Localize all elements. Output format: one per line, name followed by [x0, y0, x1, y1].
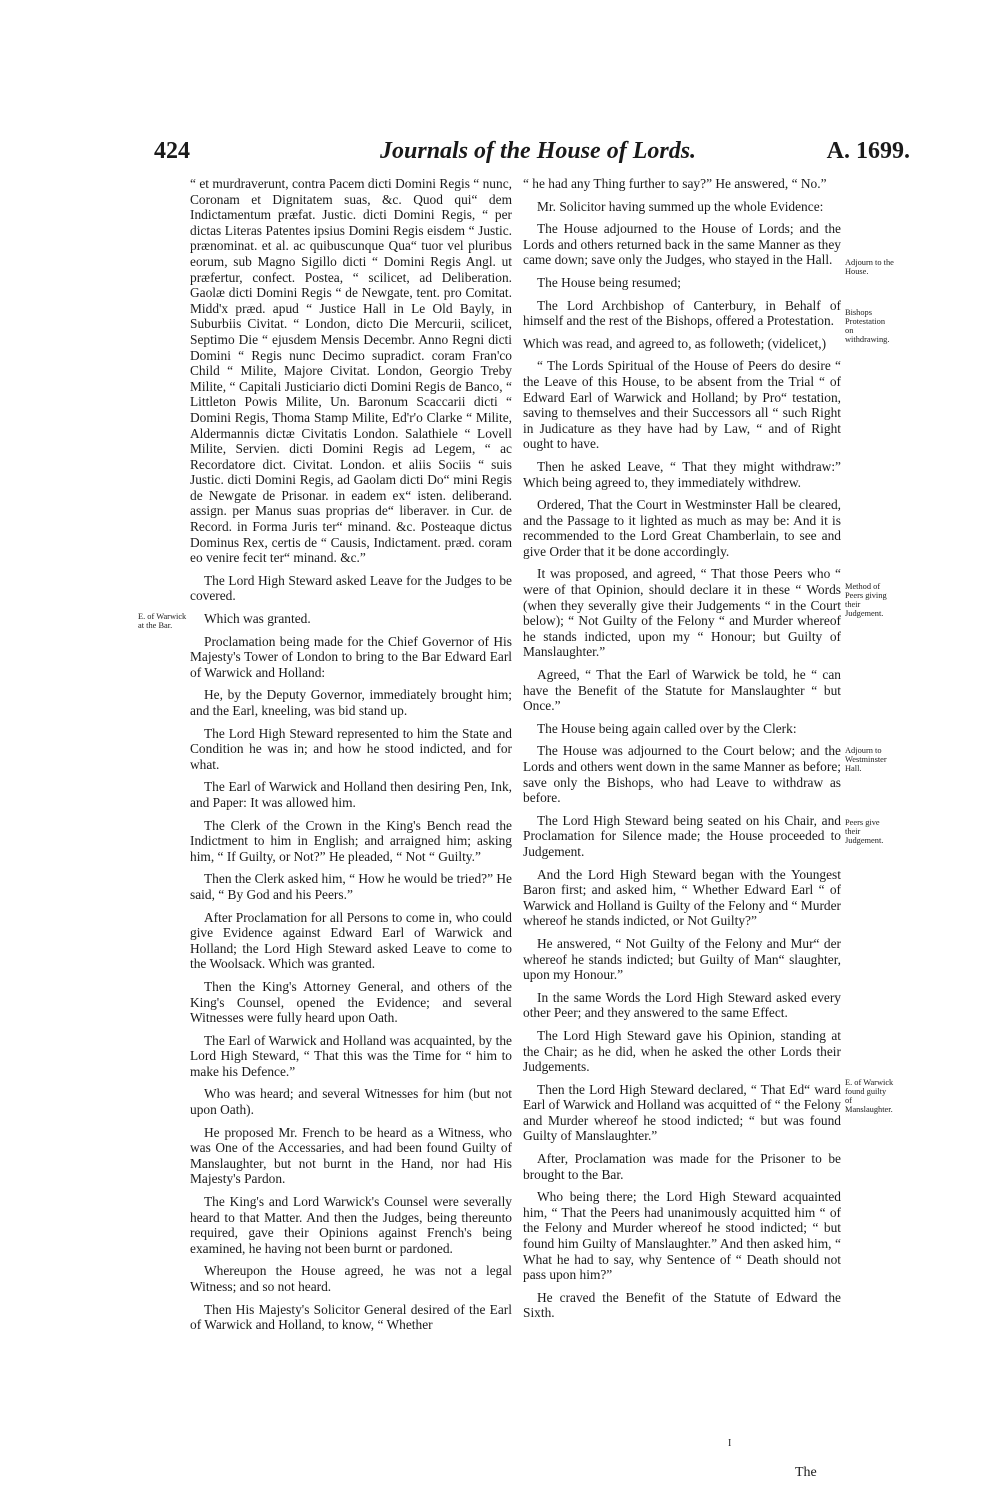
paragraph: Whereupon the House agreed, he was not a legal Witness; and so not heard.	[190, 1263, 512, 1294]
paragraph: It was proposed, and agreed, “ That those Peers who “ were of that Opinion, should declare it in these “ Words (when they severally give their Judgements “ in the Court below); “ Not Guilty of the Felony “ and Murder whereof he stands indicted, upon my “ Honour; but Guilty of Manslaughter.”	[523, 566, 841, 660]
running-title: Journals of the House of Lords.	[380, 138, 697, 164]
paragraph: “ The Lords Spiritual of the House of Peers do desire “ the Leave of this House, to be absent from the Trial “ of Edward Earl of Warwick and Holland; by Pro“ testation, saving to themselves and their Successors all “ such Right in Judicature as they have had by Law, “ and of Right ought to have.	[523, 358, 841, 452]
paragraph: In the same Words the Lord High Steward asked every other Peer; and they answered to the same Effect.	[523, 989, 841, 1021]
paragraph: After, Proclamation was made for the Prisoner to be brought to the Bar.	[523, 1151, 841, 1182]
paragraph: “ he had any Thing further to say?” He answered, “ No.”	[523, 176, 827, 191]
paragraph: Then the Clerk asked him, “ How he would be tried?” He said, “ By God and his Peers.”	[190, 871, 512, 902]
paragraph: Who being there; the Lord High Steward acquainted him, “ That the Peers had unanimously acquitted him “ of the Felony and Murder whereof he stood indicted; “ but found him Guilty of Manslaughter.” And then asked him, “ What he had to say, why Sentence of “ Death should not pass upon him?”	[523, 1189, 841, 1283]
paragraph: He answered, “ Not Guilty of the Felony and Mur“ der whereof he stands indicted; but Guilty of Man“ slaughter, upon my Honour.”	[523, 935, 841, 983]
paragraph: The House being again called over by the Clerk:	[537, 720, 797, 736]
paragraph: Proclamation being made for the Chief Governor of His Majesty's Tower of London to bring to the Bar Edward Earl of Warwick and Holland:	[190, 633, 512, 680]
paragraph: The Lord High Steward gave his Opinion, standing at the Chair; as he did, when he asked the other Lords their Judgements.	[523, 1027, 841, 1075]
paragraph: Which was granted.	[204, 611, 311, 627]
paragraph: He, by the Deputy Governor, immediately brought him; and the Earl, kneeling, was bid stand up.	[190, 687, 512, 718]
paragraph: The House being resumed;	[537, 274, 681, 290]
margin-note: Peers give their Judgement.	[845, 818, 884, 845]
paragraph: The Lord High Steward asked Leave for the Judges to be covered.	[190, 572, 512, 604]
paragraph: The Lord High Steward represented to him the State and Condition he was in; and how he stood indicted, and for what.	[190, 725, 512, 772]
year-label: A. 1699.	[826, 138, 910, 164]
paragraph: Ordered, That the Court in Westminster Hall be cleared, and the Passage to it lighted as much as may be: And it is recommended to the Lord Great Chamberlain, to see and give Order that it be done accordingly.	[523, 497, 841, 559]
paragraph: The Lord High Steward being seated on his Chair, and Proclamation for Silence made; the House proceeded to Judgement.	[523, 812, 841, 859]
left-column	[190, 176, 512, 1340]
paragraph: Then the King's Attorney General, and others of the King's Counsel, opened the Evidence; and several Witnesses were fully heard upon Oath.	[190, 978, 512, 1026]
margin-note: Adjourn to Westminster Hall.	[845, 746, 887, 773]
margin-note: Method of Peers giving their Judgement.	[845, 582, 887, 618]
margin-note: Bishops Protestation on withdrawing.	[845, 308, 890, 344]
page-number: 424	[154, 138, 190, 164]
paragraph: The House was adjourned to the Court below; and the Lords and others went down in the same Manner as before; save only the Bishops, who had Leave to withdraw as before.	[523, 743, 841, 806]
margin-note: E. of Warwick at the Bar.	[138, 612, 187, 630]
paragraph: Then the Lord High Steward declared, “ That Ed“ ward Earl of Warwick and Holland was acquitted of “ the Felony and Murder whereof he stood indicted; “ but was found Guilty of Manslaughter.”	[523, 1081, 841, 1144]
page-header	[150, 138, 910, 178]
catchword: The	[795, 1465, 817, 1480]
paragraph: The House adjourned to the House of Lords; and the Lords and others returned back in the same Manner as they came down; save only the Judges, who stayed in the Hall.	[523, 221, 841, 268]
paragraph: Then he asked Leave, “ That they might withdraw:” Which being agreed to, they immediately withdrew.	[523, 458, 841, 490]
paragraph: Which was read, and agreed to, as followeth; (videlicet,)	[523, 335, 827, 351]
right-column	[523, 176, 841, 1328]
paragraph: After Proclamation for all Persons to come in, who could give Evidence against Edward Earl of Warwick and Holland; the Lord High Steward asked Leave to come to the Woolsack. Which was granted.	[190, 909, 512, 972]
paragraph: “ et murdraverunt, contra Pacem dicti Domini Regis “ nunc, Coronam et Dignitatem suas, &c. Quod qui“ dem Indictamentum præfat. Justic. dicti Domini Regis, “ per dictas Literas Patentes ipsius Domini Regis eisdem “ Justic. prænominat. et al. ac quibuscunque Qua“ tuor vel pluribus eorum, sub Magno Sigillo dicti “ Domini Regis Angl. ut præfertur, confect. Postea, “ scilicet, ad Deliberation. Gaolæ dicti Domini Regis “ de Newgate, tent. pro Comitat. Midd'x præd. apud “ Justice Hall in Le Old Bayly, in Suburbiis Civitat. “ London, dicto Die Mercurii, scilicet, Septimo Die “ ejusdem Mensis Decembr. Anno Regni dicti Domini “ Regis nunc Decimo supradict. coram Fran'co Child “ Milite, Majore Civitat. London, Georgio Treby Milite, “ Capitali Justiciario dicti Domini Regis de Banco, “ Littleton Powis Milite, Un. Baronum Scaccarii dicti “ Domini Regis, Thoma Stamp Milite, Ed'r'o Clarke “ Milite, Aldermannis dictæ Civitatis London. Salathiele “ Lovell Milite, Servien. dicti Domini Regis ad Legem, “ ac Recordatore dict. Civitat. London. et aliis Sociis “ suis Justic. dicti Domini Regis, ad Gaolam dicti Do“ mini Regis de Newgate de Prisonar. in eadem ex“ isten. deliberand. assign. per Manus suas proprias de“ liberaver. in Cur. de Record. in Forma Juris ter“ minand. &c. Posteaque dictus Dominus Rex, certis de “ Causis, Indictament. præd. coram eo venire fecit ter“ minand. &c.”	[190, 176, 512, 566]
paragraph: The Lord Archbishop of Canterbury, in Behalf of himself and the rest of the Bishops, offered a Protestation.	[523, 297, 841, 329]
paragraph: The Earl of Warwick and Holland then desiring Pen, Ink, and Paper: It was allowed him.	[190, 779, 512, 810]
paragraph: He craved the Benefit of the Statute of Edward the Sixth.	[523, 1289, 841, 1321]
paragraph: Agreed, “ That the Earl of Warwick be told, he “ can have the Benefit of the Statute for Manslaughter “ but Once.”	[523, 667, 841, 714]
paragraph: Who was heard; and several Witnesses for him (but not upon Oath).	[190, 1086, 512, 1118]
paragraph: Then His Majesty's Solicitor General desired of the Earl of Warwick and Holland, to know, “ Whether	[190, 1301, 512, 1333]
paragraph: The King's and Lord Warwick's Counsel were severally heard to that Matter. And then the Judges, being thereunto required, gave their Opinions against French's being examined, he having not been burnt or pardoned.	[190, 1194, 512, 1256]
paragraph: The Earl of Warwick and Holland was acquainted, by the Lord High Steward, “ That this was the Time for “ him to make his Defence.”	[190, 1032, 512, 1079]
signature-mark: I	[728, 1438, 732, 1449]
paragraph: He proposed Mr. French to be heard as a Witness, who was One of the Accessaries, and had been found Guilty of Manslaughter, but not burnt in the Hand, nor had His Majesty's Pardon.	[190, 1124, 512, 1187]
margin-note: Adjourn to the House.	[845, 258, 894, 276]
paragraph: Mr. Solicitor having summed up the whole Evidence:	[537, 198, 824, 214]
paragraph: The Clerk of the Crown in the King's Bench read the Indictment to him in English; and arraigned him; asking him, “ If Guilty, or Not?” He pleaded, “ Not “ Guilty.”	[190, 817, 512, 864]
paragraph: And the Lord High Steward began with the Youngest Baron first; and asked him, “ Whether Edward Earl “ of Warwick and Holland is Guilty of the Felony and “ Murder whereof he stands indicted, or Not Guilty?”	[523, 866, 841, 929]
margin-note: E. of Warwick found guilty of Manslaughter.	[845, 1078, 894, 1114]
